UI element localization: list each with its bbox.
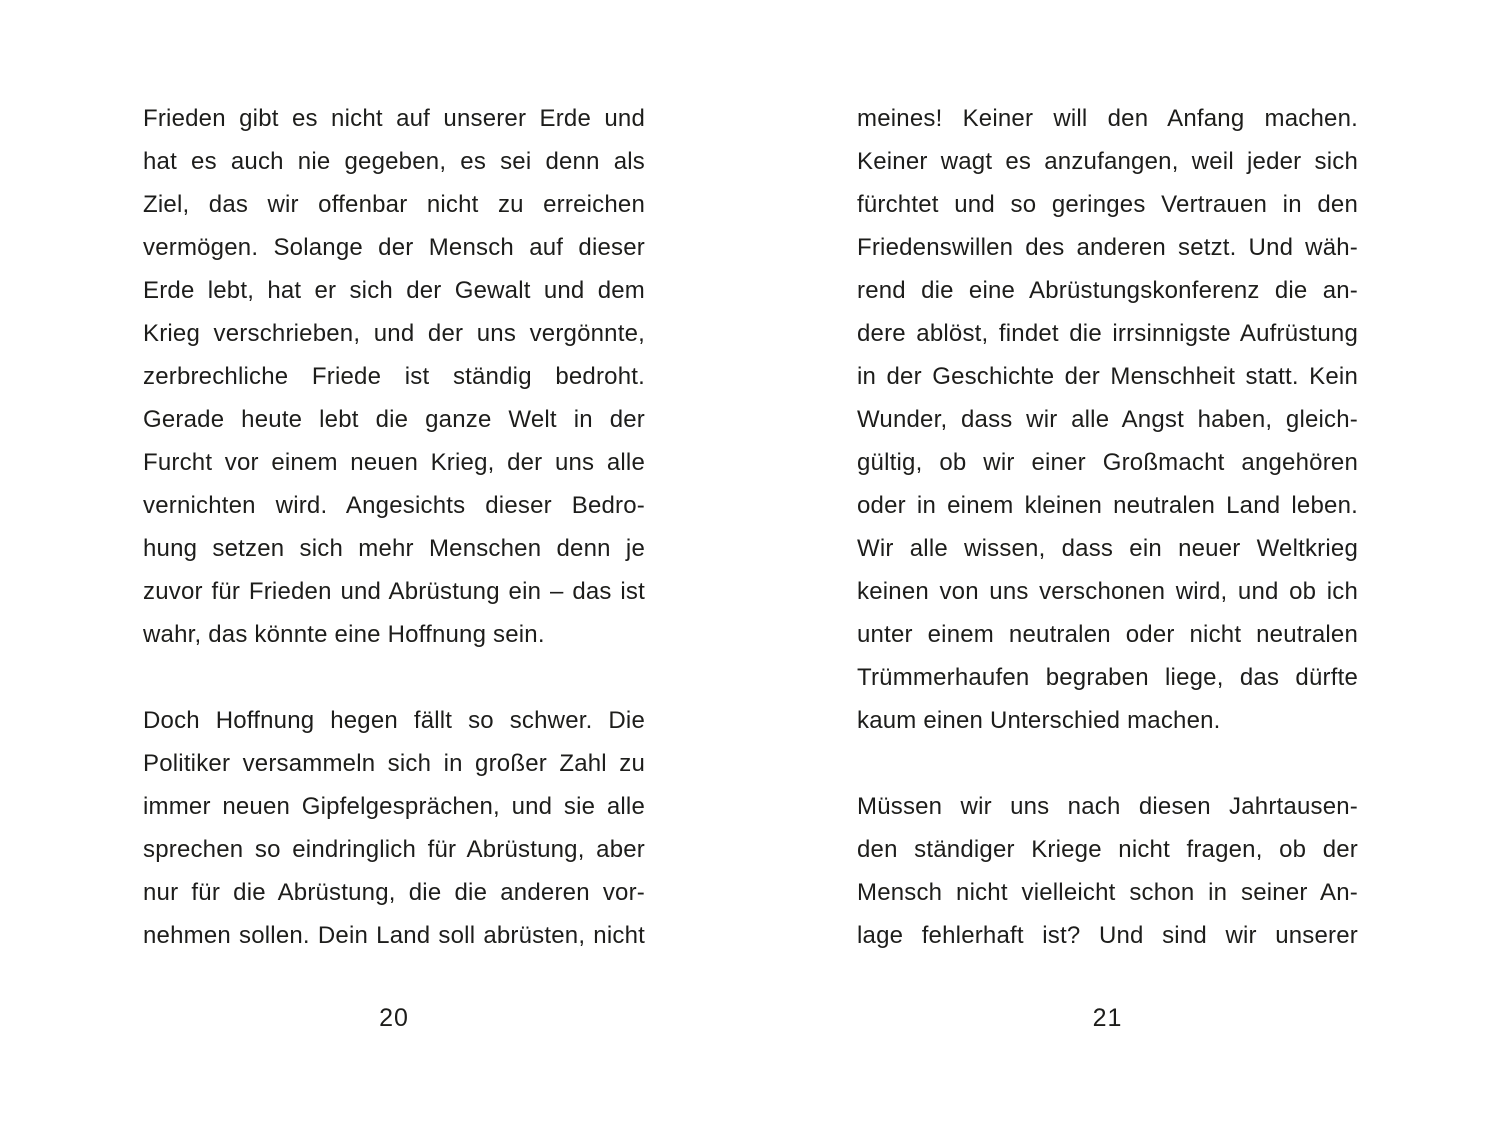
page-left-number: 20 (379, 1004, 409, 1032)
text-line: unter einem neutralen oder nicht neutralen (857, 621, 1358, 648)
text-line: Müssen wir uns nach diesen Jahrtausen- (857, 793, 1358, 820)
text-line: Frieden gibt es nicht auf unserer Erde und (143, 105, 645, 132)
text-line: Ziel, das wir offenbar nicht zu erreichen (143, 191, 645, 218)
page-right (857, 0, 1358, 1143)
text-line: zuvor für Frieden und Abrüstung ein – das ist (143, 578, 645, 605)
text-line: wahr, das könnte eine Hoffnung sein. (143, 621, 545, 648)
text-line: Erde lebt, hat er sich der Gewalt und dem (143, 277, 645, 304)
text-line: dere ablöst, findet die irrsinnigste Aufrüstung (857, 320, 1358, 347)
text-line: rend die eine Abrüstungskonferenz die an- (857, 277, 1358, 304)
text-line: Doch Hoffnung hegen fällt so schwer. Die (143, 707, 645, 734)
text-line: immer neuen Gipfelgesprächen, und sie alle (143, 793, 645, 820)
page-left (143, 0, 645, 1143)
text-line: Trümmerhaufen begraben liege, das dürfte (857, 664, 1358, 691)
text-line: Politiker versammeln sich in großer Zahl zu (143, 750, 645, 777)
text-line: hung setzen sich mehr Menschen denn je (143, 535, 645, 562)
paragraph (857, 97, 1358, 742)
paragraph (143, 699, 645, 957)
text-line: Friedenswillen des anderen setzt. Und wäh- (857, 234, 1358, 261)
text-line: sprechen so eindringlich für Abrüstung, aber (143, 836, 645, 863)
text-line: gültig, ob wir einer Großmacht angehören (857, 449, 1358, 476)
text-line: Wir alle wissen, dass ein neuer Weltkrieg (857, 535, 1358, 562)
text-line: meines! Keiner will den Anfang machen. (857, 105, 1358, 132)
text-line: oder in einem kleinen neutralen Land leben. (857, 492, 1358, 519)
text-line: Gerade heute lebt die ganze Welt in der (143, 406, 645, 433)
paragraph (857, 785, 1358, 957)
text-line: keinen von uns verschonen wird, und ob ich (857, 578, 1358, 605)
text-line: hat es auch nie gegeben, es sei denn als (143, 148, 645, 175)
paragraph (143, 97, 645, 656)
text-line: fürchtet und so geringes Vertrauen in den (857, 191, 1358, 218)
text-line: Krieg verschrieben, und der uns vergönnte, (143, 320, 645, 347)
text-line: Keiner wagt es anzufangen, weil jeder sich (857, 148, 1358, 175)
text-line: zerbrechliche Friede ist ständig bedroht. (143, 363, 645, 390)
text-line: vermögen. Solange der Mensch auf dieser (143, 234, 645, 261)
page-right-text (857, 97, 1358, 957)
text-line: Wunder, dass wir alle Angst haben, gleich- (857, 406, 1358, 433)
text-line: den ständiger Kriege nicht fragen, ob der (857, 836, 1358, 863)
page-left-text (143, 97, 645, 957)
text-line: nur für die Abrüstung, die die anderen vor- (143, 879, 645, 906)
text-line: vernichten wird. Angesichts dieser Bedro- (143, 492, 645, 519)
text-line: in der Geschichte der Menschheit statt. Kein (857, 363, 1358, 390)
text-line: Furcht vor einem neuen Krieg, der uns alle (143, 449, 645, 476)
text-line: Mensch nicht vielleicht schon in seiner An- (857, 879, 1358, 906)
page-right-number: 21 (1092, 1004, 1123, 1032)
text-line: lage fehlerhaft ist? Und sind wir unserer (857, 922, 1358, 949)
text-line: nehmen sollen. Dein Land soll abrüsten, nicht (143, 922, 645, 949)
text-line: kaum einen Unterschied machen. (857, 707, 1221, 734)
